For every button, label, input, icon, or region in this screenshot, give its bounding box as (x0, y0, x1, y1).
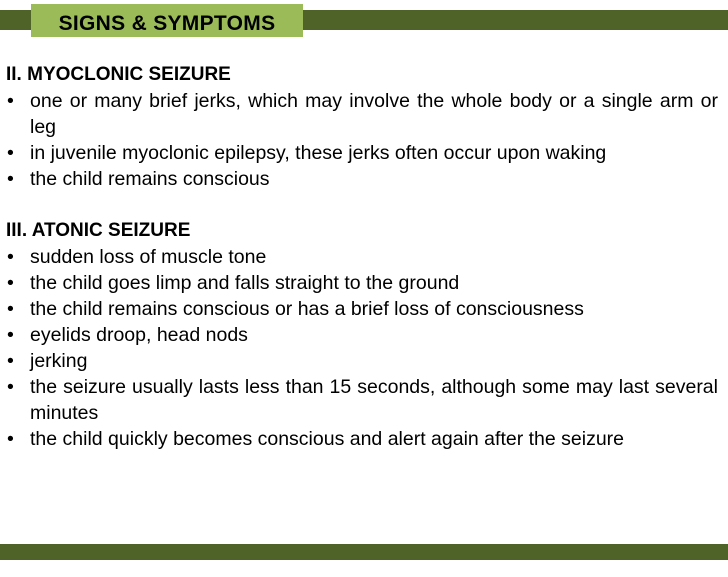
section-heading: III. ATONIC SEIZURE (6, 220, 191, 241)
bullet-item: • eyelids droop, head nods (6, 322, 718, 348)
bullet-item: • one or many brief jerks, which may involve the whole body or a single arm or leg (6, 88, 718, 140)
bullet-item: • the child goes limp and falls straight to the ground (6, 270, 718, 296)
bullet-item: • in juvenile myoclonic epilepsy, these jerks often occur upon waking (6, 140, 718, 166)
bullet-item: • sudden loss of muscle tone (6, 244, 718, 270)
section-atonic (6, 218, 718, 452)
section-myoclonic (6, 62, 718, 192)
section-spacer (6, 192, 718, 218)
slide-title: SIGNS & SYMPTOMS (58, 12, 276, 35)
bullet-item: • the child remains conscious or has a brief loss of consciousness (6, 296, 718, 322)
bottom-footer-bar (0, 544, 728, 560)
bullet-item: • the child quickly becomes conscious and alert again after the seizure (6, 426, 718, 452)
bullet-item: • the child remains conscious (6, 166, 718, 192)
bullet-list (6, 88, 718, 192)
bullet-list (6, 244, 718, 452)
slide-content (6, 62, 718, 452)
section-heading: II. MYOCLONIC SEIZURE (6, 64, 231, 85)
title-box (31, 4, 303, 40)
bullet-item: • the seizure usually lasts less than 15 seconds, although some may last several minutes (6, 374, 718, 426)
bullet-item: • jerking (6, 348, 718, 374)
